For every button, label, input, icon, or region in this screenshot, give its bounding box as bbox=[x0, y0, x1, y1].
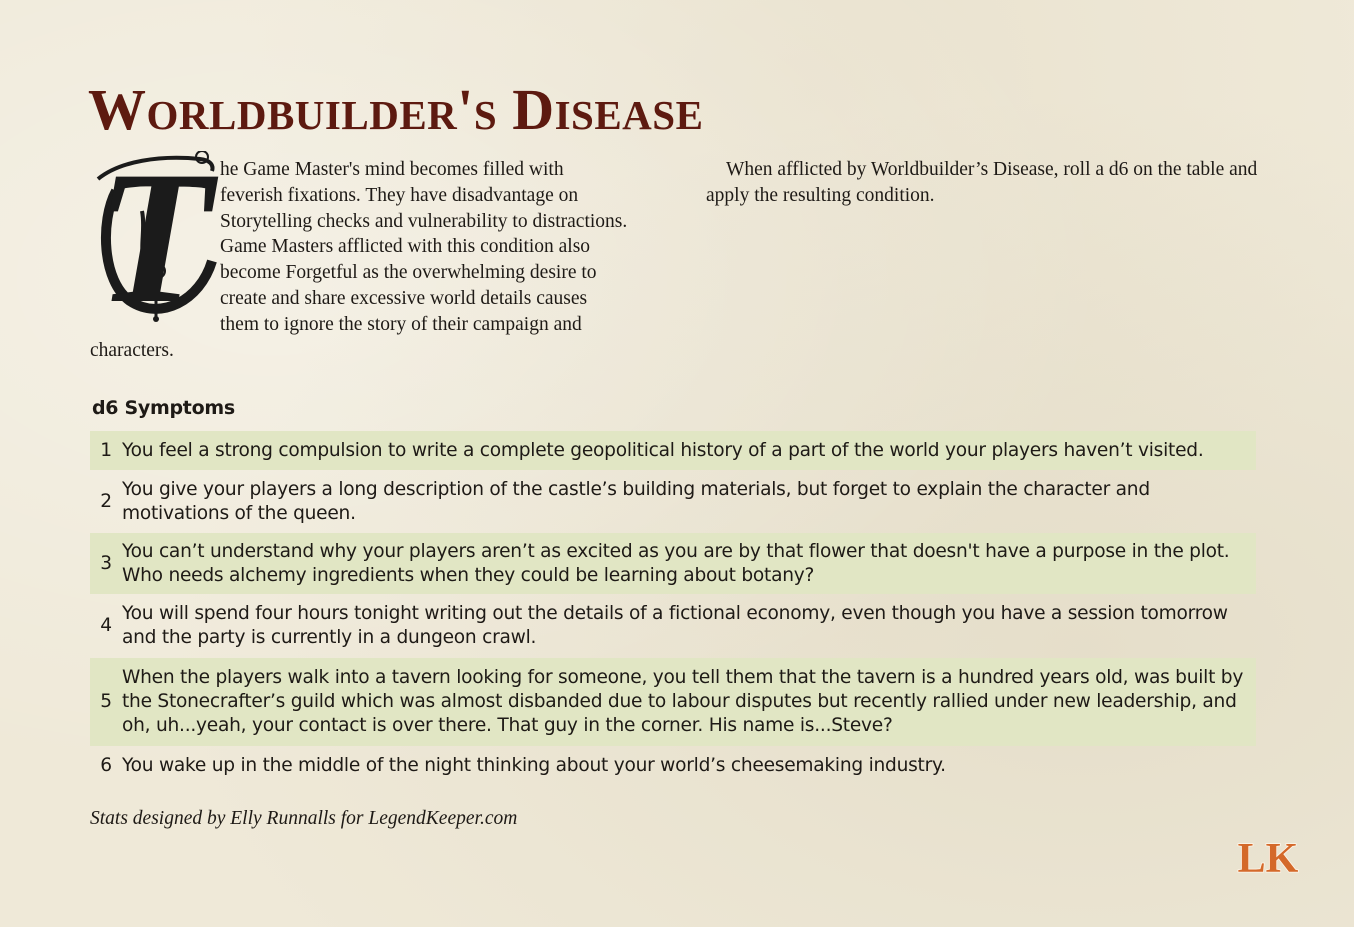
roll-number: 6 bbox=[100, 755, 112, 776]
intro-text: he Game Master's mind becomes filled with feverish fixations. They have disadvantage on Storytelling checks and vulnerability to distractions. Game Masters afflicted with this condition also become Forgetful as the overwhelming desire to create and share excessive world details causes them to ignore the story of their campaign and characters. bbox=[90, 159, 628, 361]
table-row bbox=[90, 470, 1256, 533]
intro-paragraph bbox=[90, 133, 630, 363]
symptom-text: You wake up in the middle of the night thinking about your world’s cheesemaking industry. bbox=[122, 755, 946, 776]
roll-number: 3 bbox=[100, 552, 112, 574]
symptom-text: You will spend four hours tonight writing out the details of a fictional economy, even though you have a session tomorrow and the party is currently in a dungeon crawl. bbox=[122, 603, 1228, 648]
roll-number: 5 bbox=[100, 691, 112, 712]
table-row bbox=[90, 594, 1256, 658]
roll-number: 4 bbox=[100, 615, 112, 636]
table-row bbox=[90, 746, 1256, 786]
page-title: Worldbuilder's Disease bbox=[88, 77, 704, 142]
credit-line: Stats designed by Elly Runnalls for LegendKeeper.com bbox=[90, 808, 518, 829]
drop-cap-letter: T bbox=[96, 133, 213, 343]
symptoms-table bbox=[90, 431, 1256, 786]
drop-cap bbox=[90, 133, 218, 343]
symptom-text: You feel a strong compulsion to write a complete geopolitical history of a part of the world your players haven’t visited. bbox=[122, 439, 1204, 461]
svg-text:LK: LK bbox=[1237, 836, 1299, 880]
roll-number: 1 bbox=[100, 439, 112, 461]
legendkeeper-logo-icon bbox=[1224, 834, 1312, 880]
table-caption: d6 Symptoms bbox=[92, 397, 235, 419]
table-row bbox=[90, 533, 1256, 594]
roll-instructions: When afflicted by Worldbuilder’s Disease, roll a d6 on the table and apply the resulting condition. bbox=[706, 159, 1258, 206]
table-row bbox=[90, 658, 1256, 746]
table-row bbox=[90, 431, 1256, 470]
symptom-text: You can’t understand why your players aren’t as excited as you are by that flower that doesn't have a purpose in the plot. Who needs alchemy ingredients when they could be learning about botany? bbox=[122, 540, 1230, 586]
symptom-text: You give your players a long description of the castle’s building materials, but forget to explain the character and motivations of the queen. bbox=[122, 478, 1150, 524]
roll-number: 2 bbox=[100, 490, 112, 512]
symptom-text: When the players walk into a tavern looking for someone, you tell them that the tavern is a hundred years old, was built by the Stonecrafter’s guild which was almost disbanded due to labour disputes but recently rallied under new leadership, and oh, uh...yeah, your contact is over there. That guy in the corner. His name is...Steve? bbox=[122, 667, 1244, 736]
